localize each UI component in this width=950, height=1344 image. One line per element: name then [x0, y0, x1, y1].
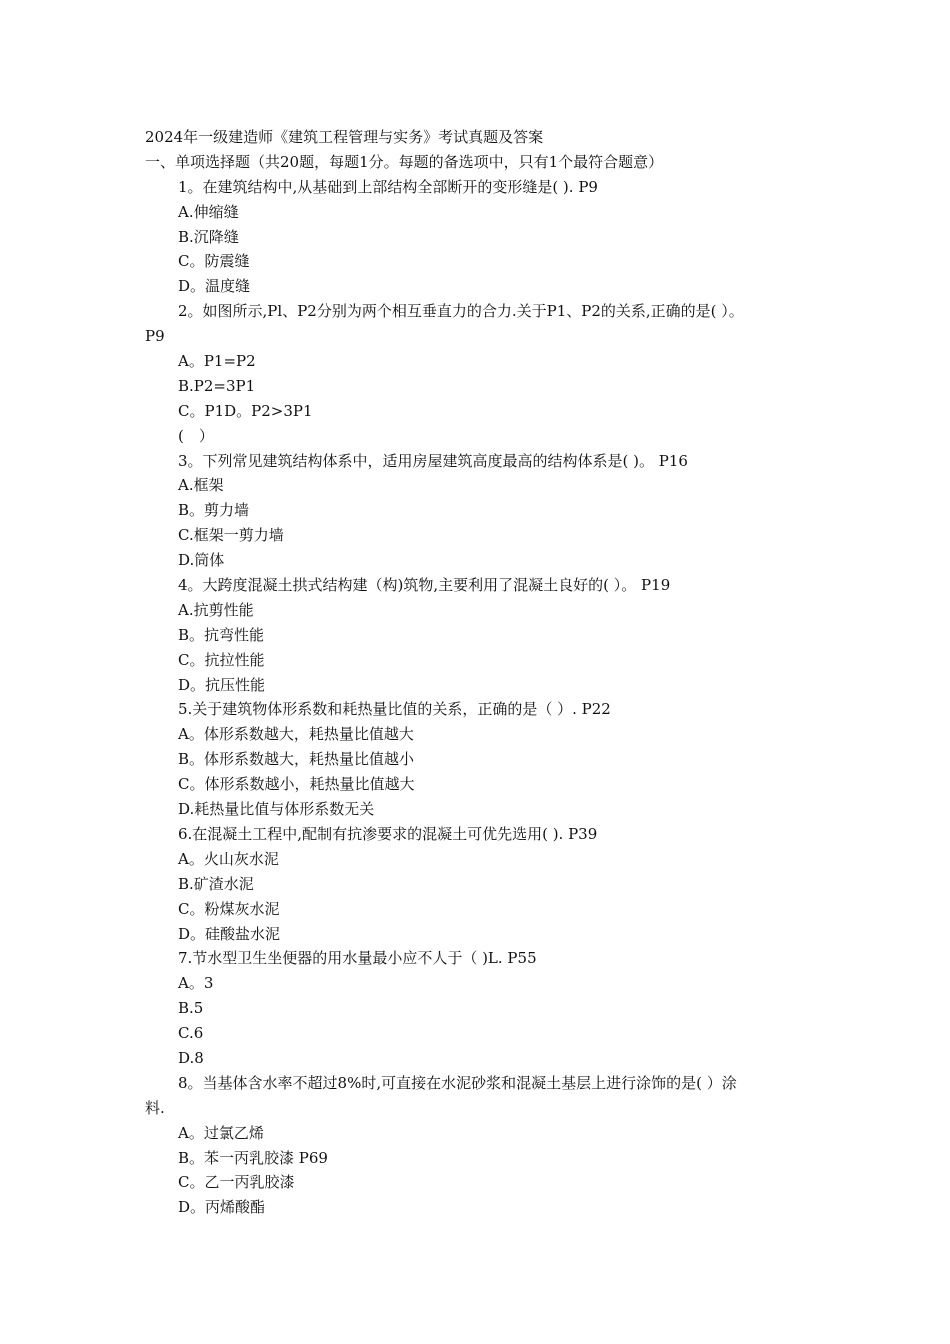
- question-7-option-c: C.6: [178, 1024, 204, 1043]
- question-7-option-b: B.5: [178, 999, 204, 1018]
- question-3: 3。下列常见建筑结构体系中，适用房屋建筑高度最高的结构体系是( )。 P16: [178, 451, 688, 470]
- question-5-option-a: A。体形系数越大，耗热量比值越大: [178, 725, 414, 744]
- question-3-option-d: D.筒体: [178, 551, 225, 570]
- question-5: 5.关于建筑物体形系数和耗热量比值的关系，正确的是（ ）. P22: [178, 700, 611, 719]
- question-4-option-c: C。抗拉性能: [178, 650, 265, 669]
- question-8-option-b: B。苯一丙乳胶漆 P69: [178, 1148, 328, 1167]
- question-7-option-d: D.8: [178, 1048, 204, 1067]
- question-4: 4。大跨度混凝土拱式结构建（构)筑物,主要利用了混凝土良好的( ）。 P19: [178, 576, 671, 595]
- question-3-option-a: A.框架: [178, 476, 224, 495]
- document-body: [145, 125, 825, 1220]
- question-1: 1。在建筑结构中,从基础到上部结构全部断开的变形缝是( ). P9: [178, 177, 598, 196]
- section-heading: 一、单项选择题（共20题，每题1分。每题的备选项中，只有1个最符合题意）: [145, 152, 664, 171]
- question-8: 8。当基体含水率不超过8%时,可直接在水泥砂浆和混凝土基层上进行涂饰的是( ）涂: [178, 1073, 737, 1092]
- question-3-option-c: C.框架一剪力墙: [178, 526, 284, 545]
- question-5-option-d: D.耗热量比值与体形系数无关: [178, 800, 375, 819]
- question-7: 7.节水型卫生坐便器的用水量最小应不人于（ )L. P55: [178, 949, 537, 968]
- question-4-option-a: A.抗剪性能: [178, 600, 254, 619]
- question-1-option-b: B.沉降缝: [178, 227, 239, 246]
- question-2-blank: ( ）: [178, 426, 214, 445]
- question-5-option-b: B。体形系数越大，耗热量比值越小: [178, 750, 415, 769]
- question-3-option-b: B。剪力墙: [178, 501, 250, 520]
- question-8-option-d: D。丙烯酸酯: [178, 1198, 266, 1217]
- question-2: 2。如图所示,Pl、P2分别为两个相互垂直力的合力.关于P1、P2的关系,正确的是( ）。: [178, 302, 744, 321]
- question-2-option-a: A。P1=P2: [178, 352, 256, 371]
- document-title: 2024年一级建造师《建筑工程管理与实务》考试真题及答案: [145, 128, 544, 146]
- question-2-option-b: B.P2=3P1: [178, 376, 256, 395]
- question-2-option-cd: C。P1D。P2>3P1: [178, 401, 313, 420]
- question-8-option-c: C。乙一丙乳胶漆: [178, 1173, 295, 1192]
- question-5-option-c: C。体形系数越小，耗热量比值越大: [178, 775, 415, 794]
- question-6-option-c: C。粉煤灰水泥: [178, 899, 280, 918]
- question-7-option-a: A。3: [178, 974, 214, 993]
- question-8-continued: 料.: [145, 1098, 165, 1117]
- question-1-option-a: A.伸缩缝: [178, 202, 239, 221]
- question-1-option-c: C。防震缝: [178, 252, 250, 271]
- question-6: 6.在混凝土工程中,配制有抗渗要求的混凝土可优先选用( ). P39: [178, 824, 598, 843]
- question-6-option-a: A。火山灰水泥: [178, 849, 279, 868]
- question-1-option-d: D。温度缝: [178, 277, 251, 296]
- question-8-option-a: A。过氯乙烯: [178, 1123, 264, 1142]
- question-4-option-b: B。抗弯性能: [178, 625, 265, 644]
- question-6-option-d: D。硅酸盐水泥: [178, 924, 281, 943]
- question-4-option-d: D。抗压性能: [178, 675, 266, 694]
- question-6-option-b: B.矿渣水泥: [178, 874, 254, 893]
- question-2-continued: P9: [145, 327, 165, 346]
